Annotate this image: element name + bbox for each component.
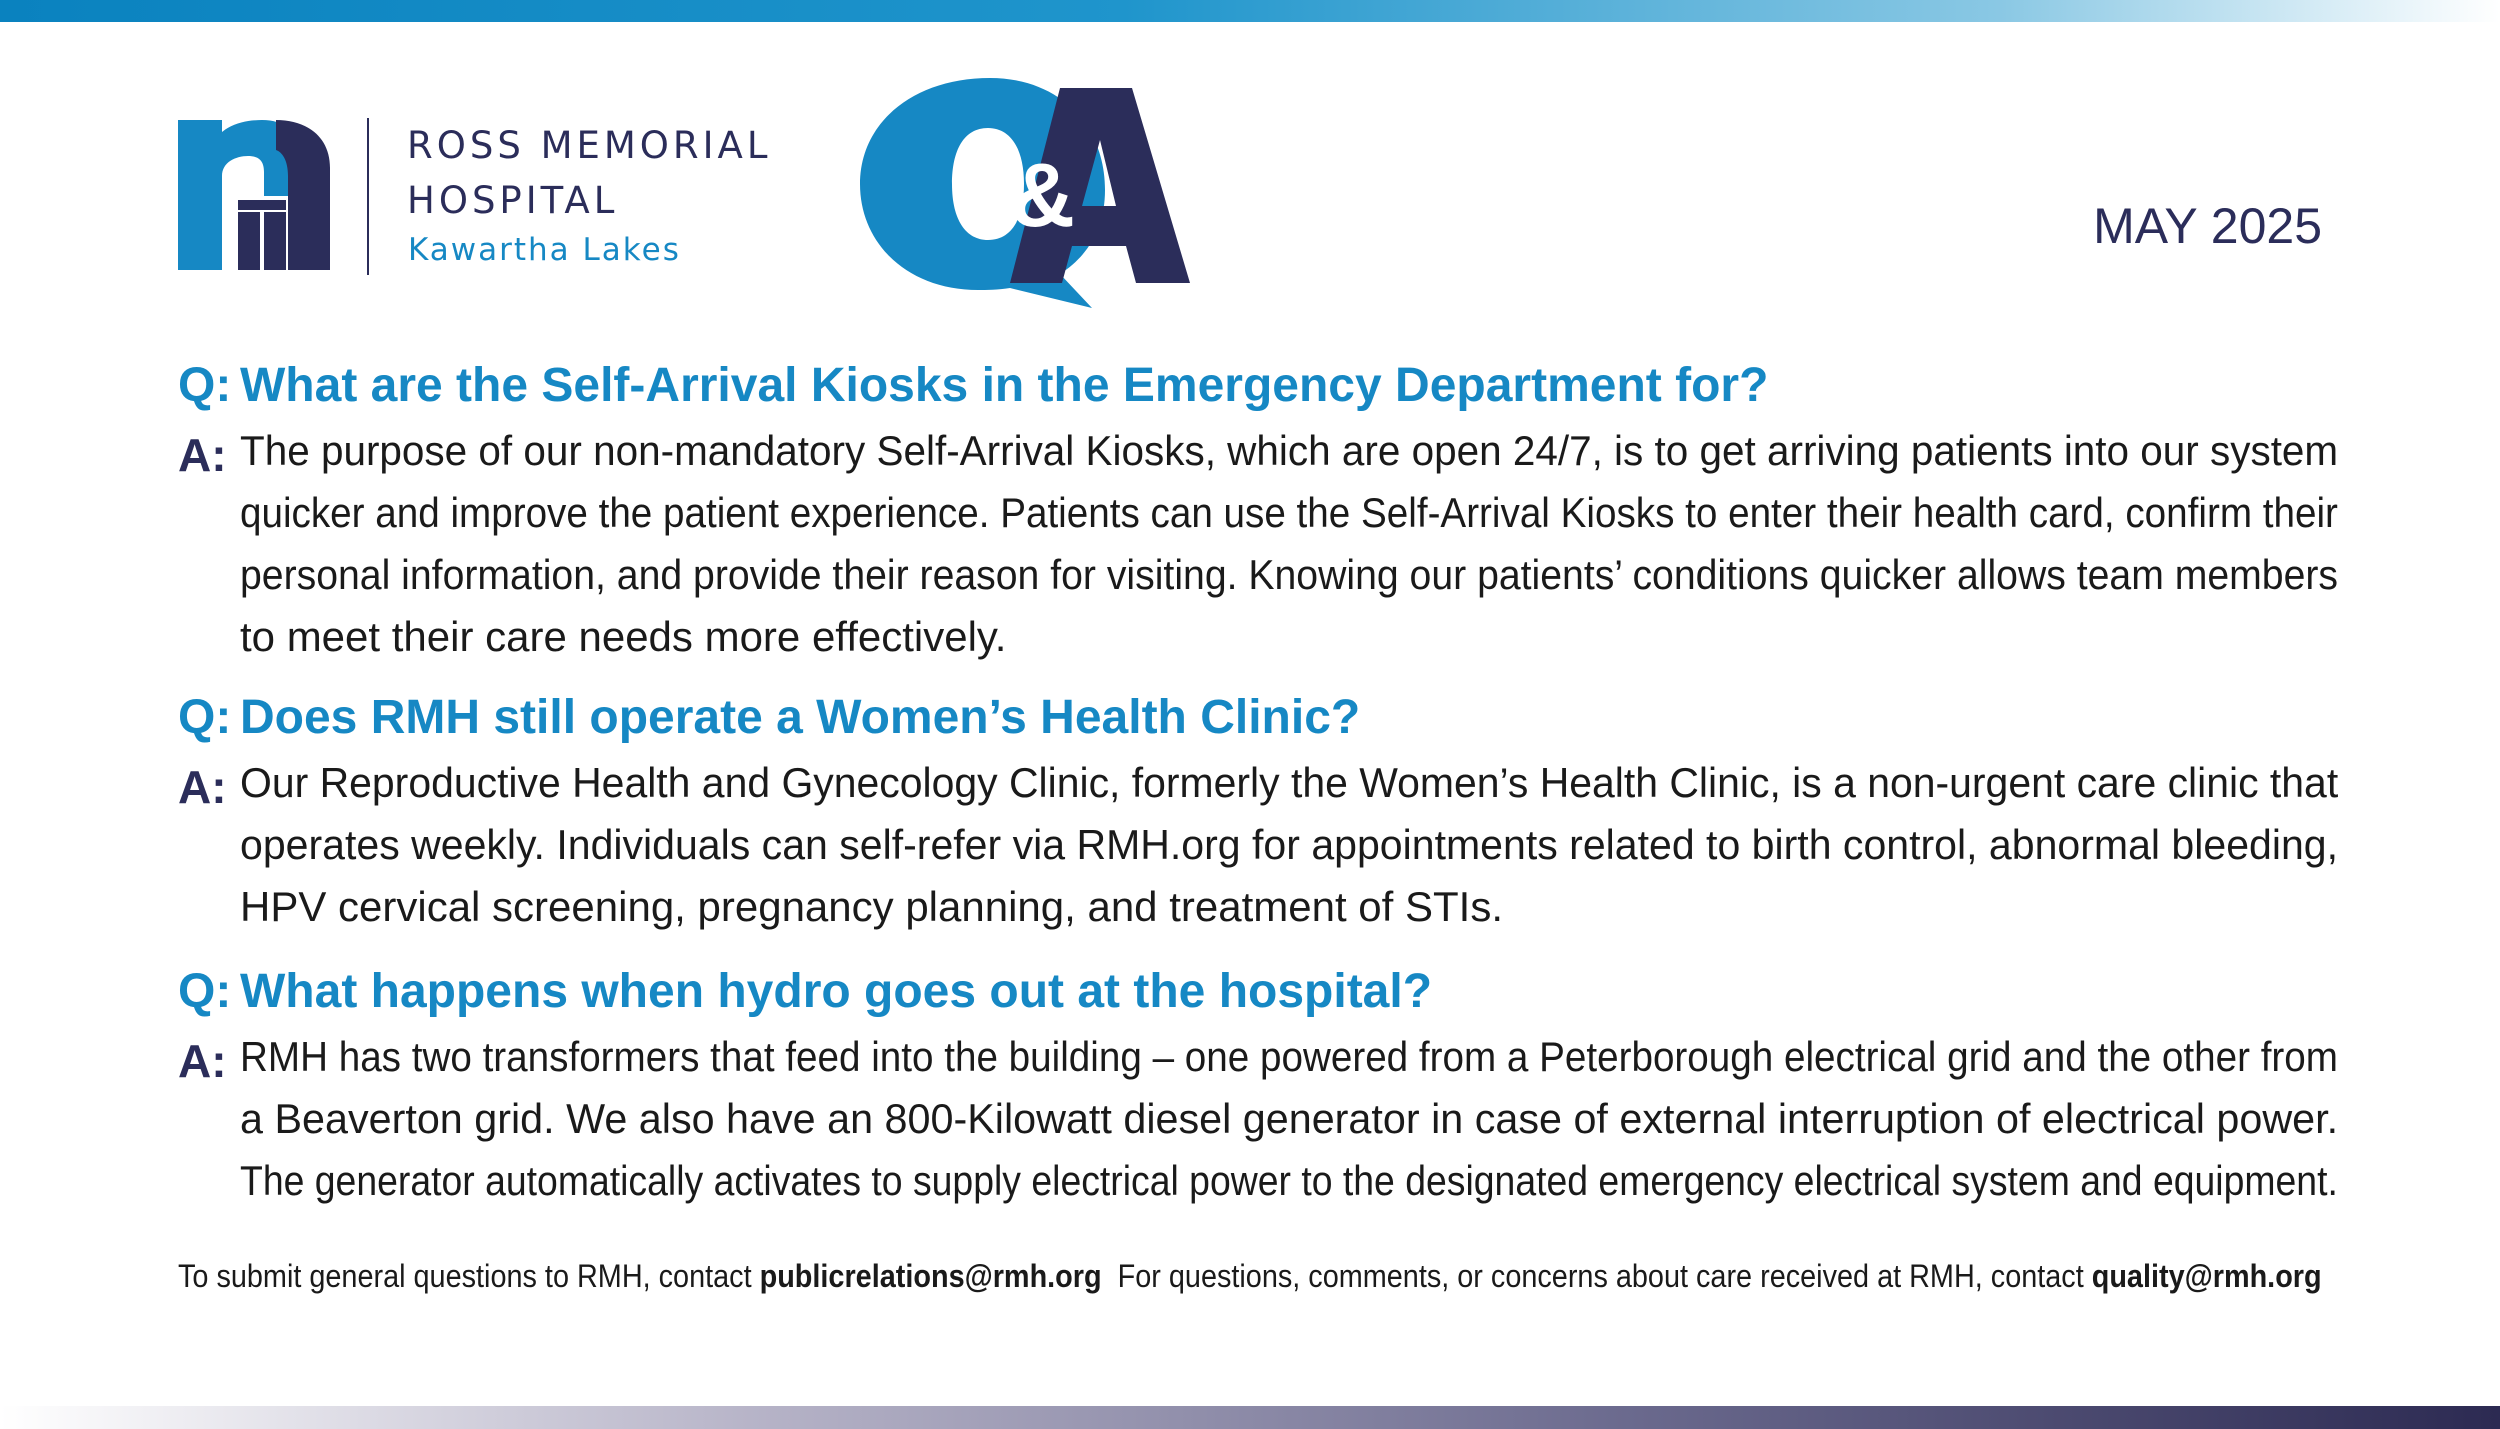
answer-text <box>240 1026 2338 1212</box>
question-row <box>178 358 2338 414</box>
bottom-accent-bar <box>0 1406 2500 1429</box>
answer-row <box>178 1026 2338 1212</box>
question-row <box>178 964 2338 1020</box>
hospital-location: Kawartha Lakes <box>408 232 681 268</box>
question-row <box>178 690 2338 746</box>
answer-line: Our Reproductive Health and Gynecology Clinic, formerly the Women’s Health Clinic, is a non-urgent care clinic that <box>240 759 2339 806</box>
answer-text <box>240 420 2338 668</box>
answer-line: RMH has two transformers that feed into the building – one powered from a Peterborough electrical grid and the other from <box>240 1033 2338 1080</box>
quality-email-link[interactable]: quality@rmh.org <box>2091 1258 2322 1294</box>
top-accent-bar <box>0 0 2500 22</box>
qa-item-3 <box>178 964 2338 1212</box>
answer-line: quicker and improve the patient experience. Patients can use the Self-Arrival Kiosks to enter their health card, confirm their <box>240 489 2338 536</box>
qa-item-2 <box>178 690 2338 938</box>
answer-label: A: <box>178 429 227 481</box>
answer-label: A: <box>178 761 227 813</box>
answer-text <box>240 752 2338 938</box>
rmh-logo-icon <box>178 120 330 270</box>
answer-line: The generator automatically activates to supply electrical power to the designated emergency electrical system and equipment. <box>240 1157 2338 1204</box>
question-label: Q: <box>178 691 232 744</box>
answer-label: A: <box>178 1035 227 1087</box>
contact-footer <box>178 1258 2322 1295</box>
answer-line: operates weekly. Individuals can self-refer via RMH.org for appointments related to birth control, abnormal bleeding, <box>240 821 2339 868</box>
footer-text-quality: For questions, comments, or concerns about care received at RMH, contact <box>1101 1258 2092 1294</box>
answer-line: to meet their care needs more effectively. <box>240 613 1007 660</box>
footer-text-general: To submit general questions to RMH, contact <box>178 1258 760 1294</box>
answer-line: personal information, and provide their reason for visiting. Knowing our patients’ conditions quicker allows team members <box>240 551 2339 598</box>
answer-row <box>178 420 2338 668</box>
qa-logo-icon <box>860 78 1190 313</box>
hospital-name <box>407 118 827 228</box>
issue-date: MAY 2025 <box>2093 198 2322 254</box>
question-label: Q: <box>178 965 232 1018</box>
answer-line: HPV cervical screening, pregnancy planning, and treatment of STIs. <box>240 883 1503 930</box>
question-text: What happens when hydro goes out at the hospital? <box>240 965 1433 1018</box>
svg-text:&: & <box>1010 146 1075 246</box>
question-label: Q: <box>178 359 232 412</box>
logo-divider <box>367 118 369 275</box>
qa-item-1 <box>178 358 2338 668</box>
question-text: Does RMH still operate a Women’s Health Clinic? <box>240 691 1361 744</box>
answer-line: The purpose of our non-mandatory Self-Arrival Kiosks, which are open 24/7, is to get arriving patients into our system <box>240 427 2339 474</box>
answer-line: a Beaverton grid. We also have an 800-Kilowatt diesel generator in case of external interruption of electrical power. <box>240 1095 2339 1142</box>
answer-row <box>178 752 2338 938</box>
hospital-name-line2: HOSPITAL <box>407 179 619 222</box>
publicrelations-email-link[interactable]: publicrelations@rmh.org <box>759 1258 1102 1294</box>
question-text: What are the Self-Arrival Kiosks in the Emergency Department for? <box>240 359 1769 412</box>
hospital-name-line1: ROSS MEMORIAL <box>407 124 772 167</box>
